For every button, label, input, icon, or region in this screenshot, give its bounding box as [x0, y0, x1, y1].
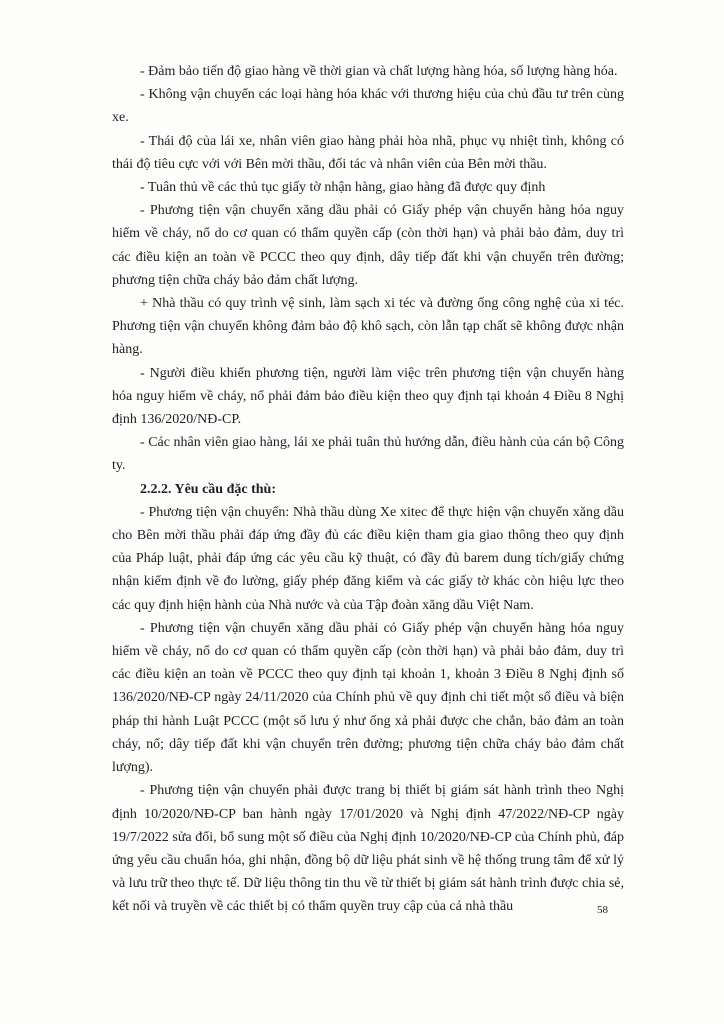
- page-number: 58: [597, 904, 608, 916]
- paragraph: - Các nhân viên giao hàng, lái xe phải tuân thủ hướng dẫn, điều hành của cán bộ Công ty.: [112, 435, 624, 474]
- paragraph: - Phương tiện vận chuyển phải được trang bị thiết bị giám sát hành trình theo Nghị định 10/2020/NĐ-CP ban hành ngày 17/01/2020 và Nghị định 47/2022/NĐ-CP ngày 19/7/2022 sửa đổi, bổ sung một số điều của Nghị định 10/2020/NĐ-CP của Chính phủ, đáp ứng yêu cầu chuẩn hóa, ghi nhận, đồng bộ dữ liệu phát sinh về hệ thống trung tâm để xử lý và lưu trữ theo thực tế. Dữ liệu thông tin thu về từ thiết bị giám sát hành trình được chia sẻ, kết nối và truyền về các thiết bị có thẩm quyền truy cập của cả nhà thầu: [112, 783, 624, 915]
- paragraph: - Phương tiện vận chuyển xăng dầu phải có Giấy phép vận chuyển hàng hóa nguy hiểm về cháy, nổ do cơ quan có thẩm quyền cấp (còn thời hạn) và phải bảo đảm, duy trì các điều kiện an toàn về PCCC theo quy định tại khoản 1, khoản 3 Điều 8 Nghị định số 136/2020/NĐ-CP ngày 24/11/2020 của Chính phủ về quy định chi tiết một số điều và biện pháp thi hành Luật PCCC (một số lưu ý như ống xả phải được che chắn, bảo đảm an toàn cháy, nổ; dây tiếp đất khi vận chuyển trên đường; phương tiện chữa cháy bảo đảm chất lượng).: [112, 620, 624, 776]
- paragraph: - Thái độ của lái xe, nhân viên giao hàng phải hòa nhã, phục vụ nhiệt tình, không có thái độ tiêu cực với với Bên mời thầu, đối tác và nhân viên của Bên mời thầu.: [112, 133, 624, 172]
- paragraph: + Nhà thầu có quy trình vệ sinh, làm sạch xi téc và đường ống công nghệ của xi téc. Phương tiện vận chuyển không đảm bảo độ khô sạch, còn lẫn tạp chất sẽ không được nhận hàng.: [112, 296, 624, 358]
- paragraph: - Đảm bảo tiến độ giao hàng về thời gian và chất lượng hàng hóa, số lượng hàng hóa.: [140, 64, 618, 79]
- paragraph: - Phương tiện vận chuyển xăng dầu phải có Giấy phép vận chuyển hàng hóa nguy hiểm về cháy, nổ do cơ quan có thẩm quyền cấp (còn thời hạn) và phải bảo đảm, duy trì các điều kiện an toàn về PCCC theo quy định, dây tiếp đất khi vận chuyển trên đường; phương tiện chữa cháy bảo đảm chất lượng.: [112, 203, 624, 288]
- section-heading: 2.2.2. Yêu cầu đặc thù:: [140, 481, 276, 497]
- paragraph: - Không vận chuyển các loại hàng hóa khác với thương hiệu của chủ đầu tư trên cùng xe.: [112, 87, 624, 126]
- body-text: [112, 60, 624, 919]
- paragraph: - Tuân thủ về các thủ tục giấy tờ nhận hàng, giao hàng đã được quy định: [140, 180, 546, 196]
- paragraph: - Người điều khiển phương tiện, người làm việc trên phương tiện vận chuyển hàng hóa nguy hiểm về cháy, nổ phải đảm bảo điều kiện theo quy định tại khoản 4 Điều 8 Nghị định 136/2020/NĐ-CP.: [112, 365, 624, 428]
- paragraph: - Phương tiện vận chuyển: Nhà thầu dùng Xe xitec để thực hiện vận chuyển xăng dầu cho Bên mời thầu phải đáp ứng đầy đủ các điều kiện tham gia giao thông theo quy định của Pháp luật, phải đáp ứng các yêu cầu kỹ thuật, có đầy đủ barem dung tích/giấy chứng nhận kiểm định về đo lường, giấy phép đăng kiểm và các giấy tờ khác còn hiệu lực theo các quy định hiện hành của Nhà nước và của Tập đoàn xăng dầu Việt Nam.: [112, 504, 624, 613]
